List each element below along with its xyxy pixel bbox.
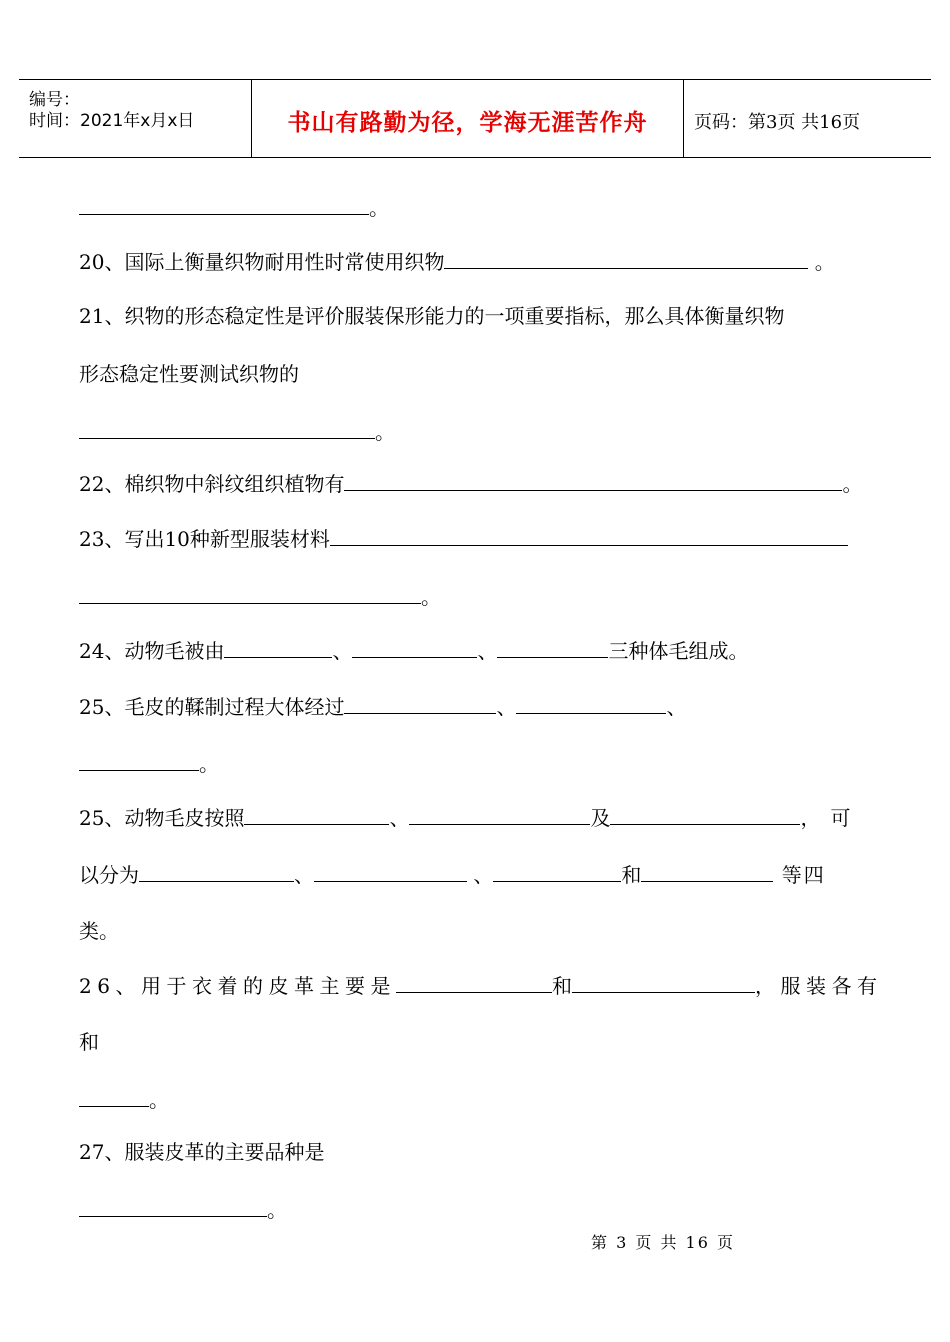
blank[interactable] xyxy=(224,637,332,658)
question-20: 20、国际上衡量织物耐用性时常使用织物 。 xyxy=(79,250,835,274)
blank[interactable] xyxy=(352,637,477,658)
motto-text: 书山有路勤为径，学海无涯苦作舟 xyxy=(287,110,648,136)
question-21-line3: 。 xyxy=(79,418,395,445)
blank[interactable] xyxy=(396,972,552,993)
blank[interactable] xyxy=(79,418,375,439)
blank[interactable] xyxy=(610,804,800,825)
blank[interactable] xyxy=(244,804,389,825)
blank[interactable] xyxy=(79,750,199,771)
question-25: 25、毛皮的鞣制过程大体经过 、 、 xyxy=(79,695,687,719)
question-22: 22、棉织物中斜纹组织植物有 。 xyxy=(79,472,863,496)
blank[interactable] xyxy=(139,861,294,882)
blank[interactable] xyxy=(409,804,590,825)
page-header xyxy=(19,79,931,158)
blank[interactable] xyxy=(79,1196,267,1217)
question-25b-line3: 类。 xyxy=(79,919,119,943)
question-27-line2: 。 xyxy=(79,1196,287,1223)
blank[interactable] xyxy=(330,525,848,546)
blank[interactable] xyxy=(344,470,842,491)
blank[interactable] xyxy=(79,583,421,604)
question-21-line2: 形态稳定性要测试织物的 xyxy=(79,362,299,386)
question-25b: 25、动物毛皮按照 、 及 ，可 xyxy=(79,806,861,830)
question-25-line2: 。 xyxy=(79,750,219,777)
question-27: 27、服装皮革的主要品种是 xyxy=(79,1140,325,1164)
header-page-cell xyxy=(683,80,931,157)
blank[interactable] xyxy=(79,1086,149,1107)
question-25b-line2: 以分为 、 、 和 等四 xyxy=(79,863,826,887)
header-info-cell xyxy=(19,80,251,157)
blank[interactable] xyxy=(344,693,496,714)
time-label: 时间：2021年x月x日 xyxy=(29,111,195,131)
page-footer: 第 3 页 共 16 页 xyxy=(591,1233,735,1252)
question-26: 26、用于衣着的皮革主要是 和 ，服装各有 xyxy=(79,974,883,998)
number-label: 编号： xyxy=(29,90,80,110)
blank[interactable] xyxy=(314,861,467,882)
blank[interactable] xyxy=(493,861,621,882)
page-info: 页码：第3页 共16页 xyxy=(694,112,861,133)
question-23: 23、写出10种新型服装材料 xyxy=(79,525,848,552)
blank[interactable] xyxy=(641,861,773,882)
question-26-line3: 。 xyxy=(79,1086,169,1113)
blank[interactable] xyxy=(79,194,369,215)
question-24: 24、动物毛被由 、 、 三种体毛组成。 xyxy=(79,639,749,663)
question-26-line2: 和 xyxy=(79,1030,99,1054)
blank[interactable] xyxy=(572,972,755,993)
header-motto-cell xyxy=(251,80,684,157)
question-21: 21、织物的形态稳定性是评价服装保形能力的一项重要指标，那么具体衡量织物 xyxy=(79,304,785,328)
blank[interactable] xyxy=(444,248,808,269)
question-23-line2: 。 xyxy=(79,583,441,610)
blank[interactable] xyxy=(497,637,608,658)
answer-line-19: 。 xyxy=(79,194,389,221)
blank[interactable] xyxy=(516,693,666,714)
